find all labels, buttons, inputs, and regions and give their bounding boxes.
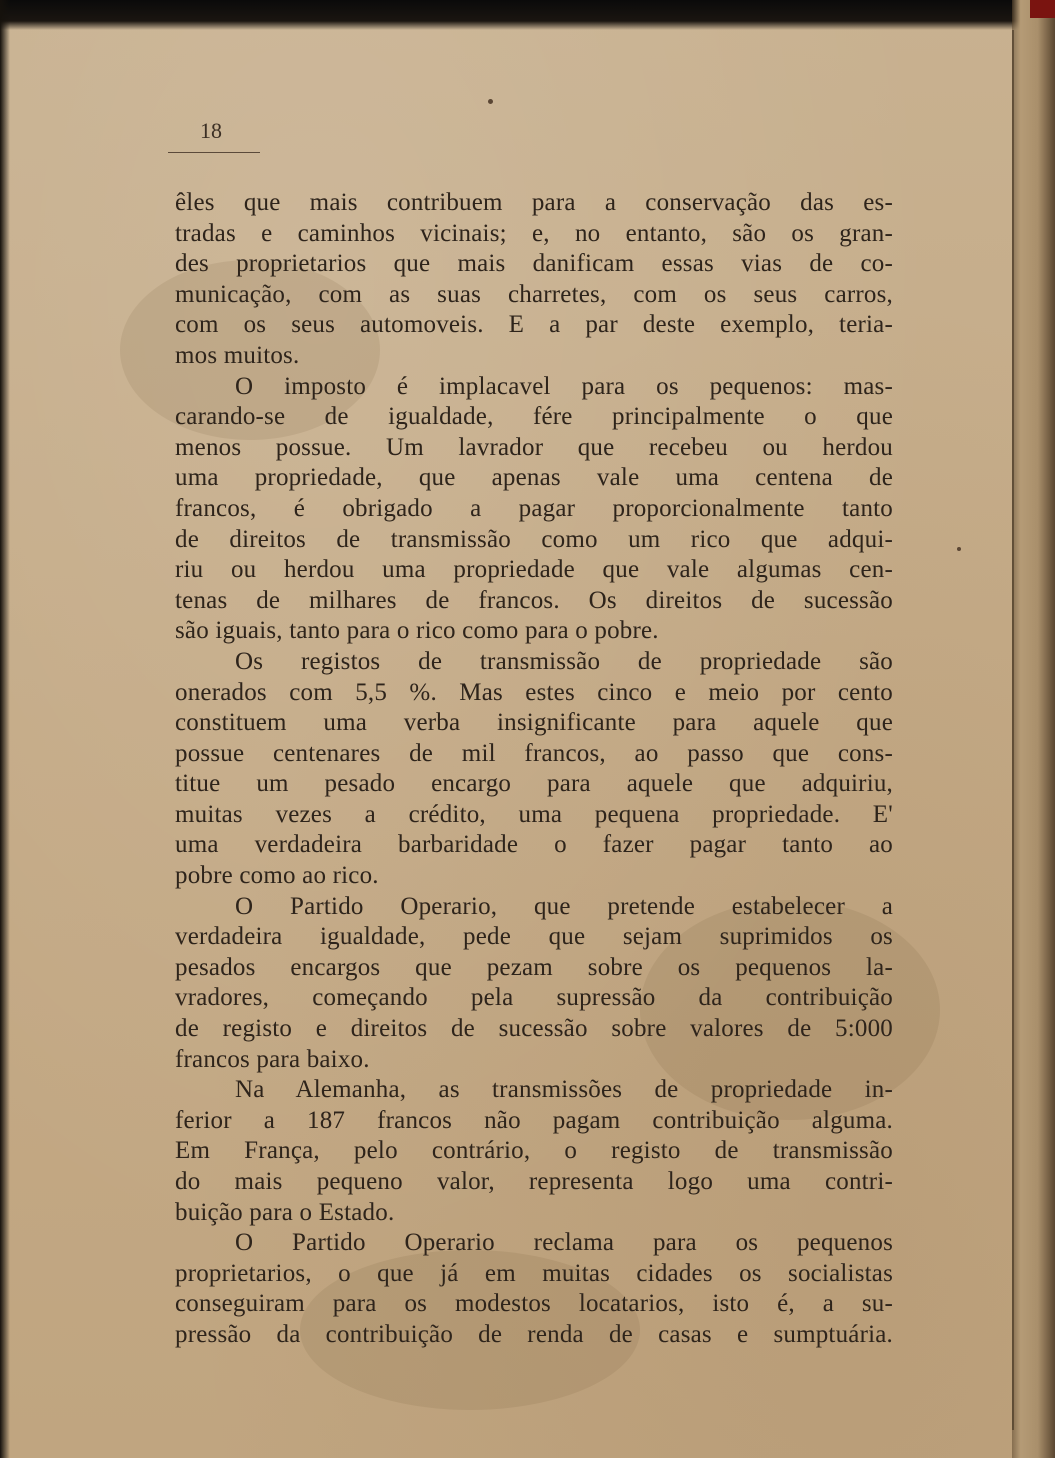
ink-speck [488, 99, 493, 104]
text-line: pobre como ao rico. [175, 862, 379, 890]
text-line: de direitos de transmissão como um rico que adqui- [175, 525, 893, 553]
text-line: uma propriedade, que apenas vale uma centena de [175, 464, 893, 492]
red-corner-mark [1030, 0, 1055, 18]
text-line: uma verdadeira barbaridade o fazer pagar tanto ao [175, 831, 893, 859]
text-line: verdadeira igualdade, pede que sejam suprimidos os [175, 923, 893, 951]
text-line: tradas e caminhos vicinais; e, no entanto, são os gran- [175, 219, 893, 247]
text-line: de registo e direitos de sucessão sobre valores de 5:000 [175, 1015, 893, 1043]
scan-top-edge [0, 0, 1055, 30]
text-line: muitas vezes a crédito, uma pequena propriedade. E' [175, 800, 893, 828]
text-line: menos possue. Um lavrador que recebeu ou herdou [175, 433, 893, 461]
text-line: onerados com 5,5 %. Mas estes cinco e meio por cento [175, 678, 893, 706]
text-line: O Partido Operario reclama para os pequenos [235, 1229, 893, 1257]
text-line: tenas de milhares de francos. Os direitos de sucessão [175, 586, 893, 614]
text-line: vradores, começando pela supressão da contribuição [175, 984, 893, 1012]
text-line: êles que mais contribuem para a conservação das es- [175, 189, 893, 216]
text-line: O imposto é implacavel para os pequenos: mas- [235, 372, 893, 400]
text-line: Os registos de transmissão de propriedade são [235, 647, 893, 675]
text-line: pesados encargos que pezam sobre os pequenos la- [175, 953, 893, 981]
text-line: possue centenares de mil francos, ao passo que cons- [175, 739, 893, 767]
text-line: com os seus automoveis. E a par deste exemplo, teria- [175, 311, 893, 339]
text-line: Em França, pelo contrário, o registo de transmissão [175, 1137, 893, 1165]
text-line: des proprietarios que mais danificam essas vias de co- [175, 250, 893, 278]
text-line: são iguais, tanto para o rico como para o pobre. [175, 617, 659, 645]
text-line: O Partido Operario, que pretende estabelecer a [235, 892, 893, 920]
fold-line [1012, 30, 1014, 1430]
text-line: do mais pequeno valor, representa logo uma contri- [175, 1168, 893, 1195]
text-line: buição para o Estado. [175, 1198, 395, 1226]
page-fold-edge [1012, 0, 1055, 1458]
text-line: mos muitos. [175, 341, 300, 369]
text-line: municação, com as suas charretes, com os seus carros, [175, 280, 893, 308]
text-line: ferior a 187 francos não pagam contribuição alguma. [175, 1106, 893, 1134]
scan-left-edge [0, 0, 10, 1458]
text-line: carando-se de igualdade, fére principalmente o que [175, 403, 893, 431]
body-text [175, 188, 893, 1351]
text-line: francos para baixo. [175, 1045, 370, 1073]
text-line: constituem uma verba insignificante para aquele que [175, 709, 893, 737]
ink-speck [957, 547, 961, 551]
text-line: riu ou herdou uma propriedade que vale algumas cen- [175, 556, 893, 584]
page-number: 18 [200, 118, 222, 143]
text-line: conseguiram para os modestos locatarios, isto é, a su- [175, 1290, 893, 1318]
page-number-rule [168, 152, 260, 153]
text-line: proprietarios, o que já em muitas cidades os socialistas [175, 1259, 893, 1287]
text-line: titue um pesado encargo para aquele que adquiriu, [175, 770, 893, 798]
text-line: Na Alemanha, as transmissões de propriedade in- [235, 1076, 893, 1104]
text-line: francos, é obrigado a pagar proporcionalmente tanto [175, 494, 893, 522]
text-line: pressão da contribuição de renda de casas e sumptuária. [175, 1320, 893, 1348]
